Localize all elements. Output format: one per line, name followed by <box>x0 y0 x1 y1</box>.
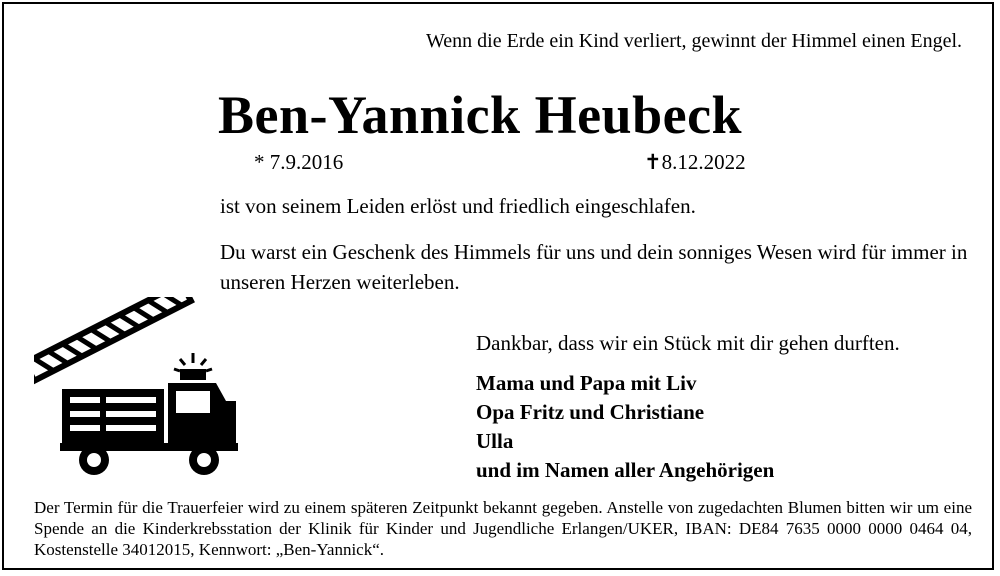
siren-icon <box>174 353 212 380</box>
funeral-notice-footer: Der Termin für die Trauerfeier wird zu einem späteren Zeitpunkt bekannt gegeben. Anstelle von zugedachten Blumen bitten wir um eine Spende an die Kinderkrebsstation der Klinik für Kinder und Jugendliche Erlangen/UKER, IBAN: DE84 7635 0000 0000 0464 04, Kostenstelle 34012015, Kennwort: „Ben-Yannick“. <box>34 498 972 559</box>
deceased-name: Ben-Yannick Heubeck <box>218 85 743 145</box>
thanks-line: Dankbar, dass wir ein Stück mit dir gehen durften. <box>476 331 900 355</box>
passing-statement: ist von seinem Leiden erlöst und friedlich eingeschlafen. <box>220 194 696 218</box>
fire-truck-icon <box>34 297 244 477</box>
motto: Wenn die Erde ein Kind verliert, gewinnt der Himmel einen Engel. <box>426 30 962 52</box>
signer-line: Opa Fritz und Christiane <box>476 400 705 424</box>
signers-list <box>476 369 774 485</box>
birth-date: * 7.9.2016 <box>254 150 344 174</box>
obituary-frame <box>2 2 994 570</box>
tribute-paragraph: Du warst ein Geschenk des Himmels für uns und dein sonniges Wesen wird für immer in unseren Herzen weiterleben. <box>220 240 968 294</box>
signer-line: Mama und Papa mit Liv <box>476 371 697 395</box>
signer-line: Ulla <box>476 429 514 453</box>
ladder-icon <box>34 297 191 381</box>
signer-line: und im Namen aller Angehörigen <box>476 458 775 482</box>
death-date: ✝8.12.2022 <box>644 150 746 174</box>
